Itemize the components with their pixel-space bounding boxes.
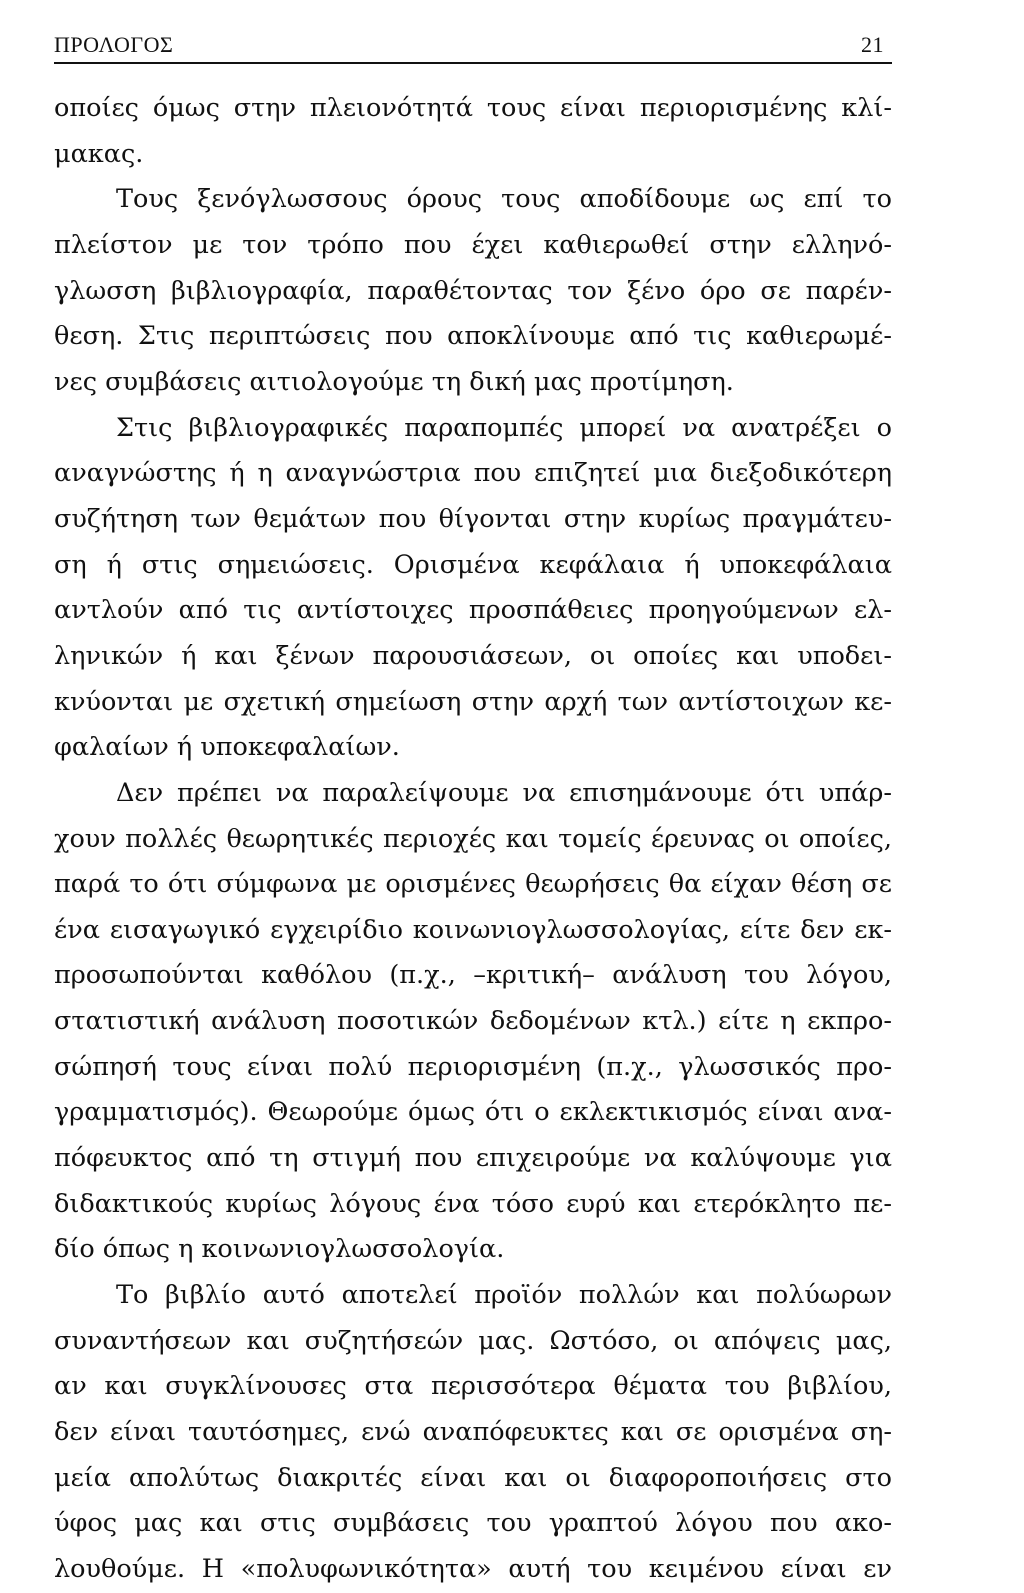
- text-line: ση ή στις σημειώσεις. Ορισμένα κεφάλαια ή υποκεφάλαια: [54, 549, 892, 580]
- text-line: νες συμβάσεις αιτιολογούμε τη δική μας προτίμηση.: [54, 366, 734, 397]
- text-line: δίο όπως η κοινωνιογλωσσολογία.: [54, 1234, 505, 1265]
- text-line: οποίες όμως στην πλειονότητά τους είναι περιορισμένης κλί-: [54, 93, 892, 123]
- body-text: [54, 86, 892, 1593]
- text-line: κνύονται με σχετική σημείωση στην αρχή των αντίστοιχων κε-: [54, 686, 892, 717]
- text-line: προσωπούνται καθόλου (π.χ., –κριτική– ανάλυση του λόγου,: [54, 960, 892, 991]
- text-line: αναγνώστης ή η αναγνώστρια που επιζητεί μια διεξοδικότερη: [54, 458, 892, 489]
- text-line: Δεν πρέπει να παραλείψουμε να επισημάνουμε ότι υπάρ-: [116, 777, 892, 808]
- text-line: διδακτικούς κυρίως λόγους ένα τόσο ευρύ και ετερόκλητο πε-: [54, 1188, 892, 1219]
- text-line: γραμματισμός). Θεωρούμε όμως ότι ο εκλεκτικισμός είναι ανα-: [54, 1097, 892, 1128]
- text-line: αντλούν από τις αντίστοιχες προσπάθειες προηγούμενων ελ-: [54, 595, 892, 626]
- text-line: αν και συγκλίνουσες στα περισσότερα θέματα του βιβλίου,: [54, 1371, 892, 1402]
- text-line: πλείστον με τον τρόπο που έχει καθιερωθεί στην ελληνό-: [54, 229, 892, 260]
- text-line: παρά το ότι σύμφωνα με ορισμένες θεωρήσεις θα είχαν θέση σε: [54, 869, 892, 900]
- text-line: Τους ξενόγλωσσους όρους τους αποδίδουμε ως επί το: [116, 184, 892, 215]
- text-line: μεία απολύτως διακριτές είναι και οι διαφοροποιήσεις στο: [54, 1462, 892, 1493]
- running-head: ΠΡΟΛΟΓΟΣ: [54, 32, 174, 57]
- text-line: θεση. Στις περιπτώσεις που αποκλίνουμε από τις καθιερωμέ-: [54, 321, 892, 352]
- page-header: [54, 30, 892, 64]
- text-line: σώπησή τους είναι πολύ περιορισμένη (π.χ., γλωσσικός προ-: [54, 1051, 892, 1082]
- text-line: δεν είναι ταυτόσημες, ενώ αναπόφευκτες και σε ορισμένα ση-: [54, 1417, 892, 1448]
- text-line: φαλαίων ή υποκεφαλαίων.: [54, 732, 400, 763]
- text-line: μακας.: [54, 138, 144, 169]
- text-line: Το βιβλίο αυτό αποτελεί προϊόν πολλών και πολύωρων: [116, 1280, 892, 1311]
- text-line: Στις βιβλιογραφικές παραπομπές μπορεί να ανατρέξει ο: [116, 412, 892, 443]
- text-line: γλωσση βιβλιογραφία, παραθέτοντας τον ξένο όρο σε παρέν-: [54, 275, 892, 306]
- text-line: συναντήσεων και συζητήσεών μας. Ωστόσο, οι απόψεις μας,: [54, 1325, 892, 1356]
- page-number: 21: [861, 32, 884, 57]
- text-line: στατιστική ανάλυση ποσοτικών δεδομένων κτλ.) είτε η εκπρο-: [54, 1006, 892, 1037]
- text-line: χουν πολλές θεωρητικές περιοχές και τομείς έρευνας οι οποίες,: [54, 823, 892, 854]
- text-line: συζήτηση των θεμάτων που θίγονται στην κυρίως πραγμάτευ-: [54, 503, 892, 534]
- text-line: ύφος μας και στις συμβάσεις του γραπτού λόγου που ακο-: [54, 1508, 892, 1539]
- text-line: ένα εισαγωγικό εγχειρίδιο κοινωνιογλωσσολογίας, είτε δεν εκ-: [54, 914, 892, 945]
- text-line: λουθούμε. Η «πολυφωνικότητα» αυτή του κειμένου είναι εν: [54, 1554, 892, 1584]
- text-line: ληνικών ή και ξένων παρουσιάσεων, οι οποίες και υποδει-: [54, 640, 892, 671]
- text-line: πόφευκτος από τη στιγμή που επιχειρούμε να καλύψουμε για: [54, 1143, 892, 1174]
